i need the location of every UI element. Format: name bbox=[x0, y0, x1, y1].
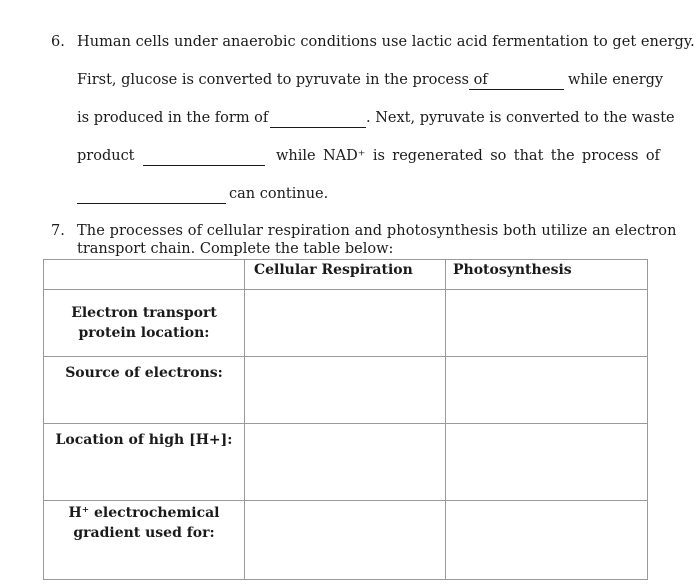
word: of bbox=[645, 148, 660, 164]
table-row bbox=[44, 357, 648, 424]
table-header-cellular-respiration: Cellular Respiration bbox=[245, 260, 446, 290]
answer-cell-respiration-source[interactable] bbox=[245, 357, 446, 424]
question-6-line-5: can continue. bbox=[229, 186, 329, 202]
table-header-row bbox=[44, 260, 648, 290]
question-6-line-4a: product bbox=[77, 148, 135, 164]
answer-cell-photosynthesis-high-h[interactable] bbox=[446, 424, 648, 501]
row-label-line: Source of electrons: bbox=[65, 365, 223, 381]
question-6-line-2b: while energy bbox=[568, 72, 664, 88]
answer-cell-respiration-location[interactable] bbox=[245, 290, 446, 357]
answer-cell-respiration-gradient[interactable] bbox=[245, 501, 446, 580]
table-header-photosynthesis: Photosynthesis bbox=[446, 260, 648, 290]
question-6-line-1: Human cells under anaerobic conditions use lactic acid fermentation to get energy. bbox=[77, 34, 695, 50]
row-label-line: H⁺ electrochemical bbox=[68, 505, 220, 521]
question-7-number: 7. bbox=[51, 223, 65, 239]
row-label-line: Location of high [H+]: bbox=[55, 432, 233, 448]
question-6-number: 6. bbox=[51, 34, 65, 50]
question-6-line-3a: is produced in the form of bbox=[77, 110, 269, 126]
word: the bbox=[550, 148, 575, 164]
question-7-line-1: The processes of cellular respiration and photosynthesis both utilize an electron bbox=[77, 223, 677, 239]
word: so bbox=[490, 148, 507, 164]
question-6-line-4b bbox=[276, 148, 660, 164]
question-7-line-2: transport chain. Complete the table below: bbox=[77, 241, 394, 257]
word: while bbox=[276, 148, 316, 164]
answer-cell-photosynthesis-location[interactable] bbox=[446, 290, 648, 357]
word: is bbox=[372, 148, 385, 164]
table-row bbox=[44, 424, 648, 501]
row-label-electron-transport bbox=[44, 290, 245, 357]
table-row bbox=[44, 290, 648, 357]
blank-process-name[interactable] bbox=[469, 89, 564, 90]
answer-cell-respiration-high-h[interactable] bbox=[245, 424, 446, 501]
table-header-blank bbox=[44, 260, 245, 290]
blank-energy-form[interactable] bbox=[270, 127, 366, 128]
table-row bbox=[44, 501, 648, 580]
answer-cell-photosynthesis-gradient[interactable] bbox=[446, 501, 648, 580]
row-label-line: Electron transport bbox=[71, 305, 217, 321]
word: NAD⁺ bbox=[322, 148, 366, 164]
question-6-line-3b: . Next, pyruvate is converted to the waste bbox=[366, 110, 675, 126]
row-label-line: gradient used for: bbox=[73, 525, 215, 541]
word: regenerated bbox=[392, 148, 483, 164]
row-label-location-high-h bbox=[44, 424, 245, 501]
word: that bbox=[513, 148, 544, 164]
blank-waste-product[interactable] bbox=[143, 165, 265, 166]
row-label-source-of-electrons bbox=[44, 357, 245, 424]
word: process bbox=[581, 148, 639, 164]
row-label-line: protein location: bbox=[78, 325, 210, 341]
blank-process-continue[interactable] bbox=[77, 203, 226, 204]
row-label-gradient-used-for bbox=[44, 501, 245, 580]
answer-cell-photosynthesis-source[interactable] bbox=[446, 357, 648, 424]
question-6-line-2a: First, glucose is converted to pyruvate in the process of bbox=[77, 72, 488, 88]
comparison-table bbox=[43, 259, 648, 580]
